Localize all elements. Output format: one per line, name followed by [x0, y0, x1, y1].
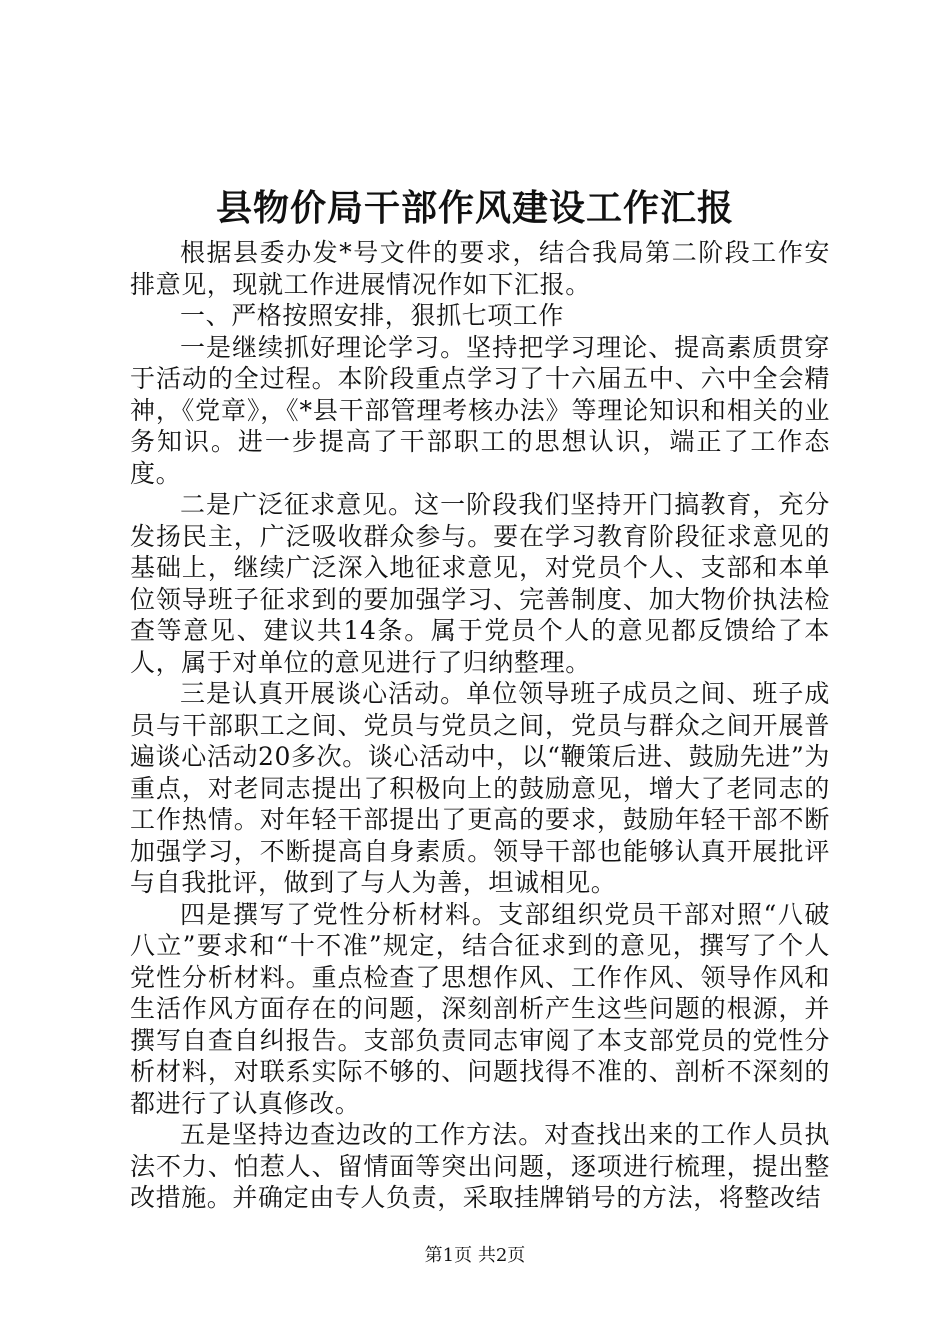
section-heading: 一、严格按照安排，狠抓七项工作 — [180, 301, 565, 330]
paragraph-item-2: 二是广泛征求意见。这一阶段我们坚持开门搞教育，充分发扬民主，广泛吸收群众参与。要在学习教育阶段征求意见的基础上，继续广泛深入地征求意见，对党员个人、支部和本单位领导班子征求到的要加强学习、完善制度、加大物价执法检查等意见、建议共14条。属于党员个人的意见都反馈给了本人，属于对单位的意见进行了归纳整理。 — [130, 490, 830, 677]
paragraph-item-3: 三是认真开展谈心活动。单位领导班子成员之间、班子成员与干部职工之间、党员与党员之间，党员与群众之间开展普遍谈心活动20多次。谈心活动中，以“鞭策后进、鼓励先进”为重点，对老同志提出了积极向上的鼓励意见，增大了老同志的工作热情。对年轻干部提出了更高的要求，鼓励年轻干部不断加强学习，不断提高自身素质。领导干部也能够认真开展批评与自我批评，做到了与人为善，坦诚相见。 — [130, 679, 830, 897]
paragraph-item-1: 一是继续抓好理论学习。坚持把学习理论、提高素质贯穿于活动的全过程。本阶段重点学习了十六届五中、六中全会精神，《党章》，《*县干部管理考核办法》等理论知识和相关的业务知识。进一步提高了干部职工的思想认识，端正了工作态度。 — [130, 332, 830, 488]
paragraph-item-5: 五是坚持边查边改的工作方法。对查找出来的工作人员执法不力、怕惹人、留情面等突出问题，逐项进行梳理，提出整改措施。并确定由专人负责，采取挂牌销号的方法，将整改结 — [130, 1120, 830, 1212]
paragraph-item-4: 四是撰写了党性分析材料。支部组织党员干部对照“八破八立”要求和“十不准”规定，结合征求到的意见，撰写了个人党性分析材料。重点检查了思想作风、工作作风、领导作风和生活作风方面存在的问题，深刻剖析产生这些问题的根源，并撰写自查自纠报告。支部负责同志审阅了本支部党员的党性分析材料，对联系实际不够的、问题找得不准的、剖析不深刻的都进行了认真修改。 — [130, 899, 830, 1118]
document-body — [130, 237, 830, 1214]
page-footer: 第1页 共2页 — [424, 1245, 526, 1266]
document-title: 县物价局干部作风建设工作汇报 — [215, 187, 734, 229]
paragraph-intro: 根据县委办发*号文件的要求，结合我局第二阶段工作安排意见，现就工作进展情况作如下汇报。 — [130, 238, 830, 299]
